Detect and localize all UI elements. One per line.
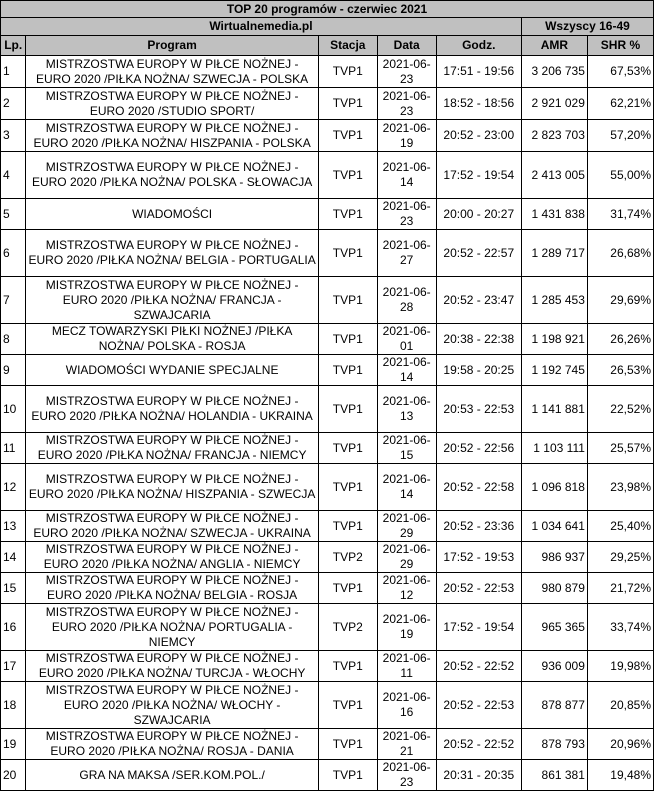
cell-stacja: TVP1 [318,464,377,511]
cell-lp: 13 [1,511,26,542]
cell-data: 2021-06-14 [377,355,436,386]
cell-lp: 19 [1,729,26,760]
cell-lp: 8 [1,324,26,355]
cell-lp: 16 [1,604,26,651]
cell-program: MISTRZOSTWA EUROPY W PIŁCE NOŻNEJ - EURO 2020 /STUDIO SPORT/ [26,88,318,120]
cell-program: MISTRZOSTWA EUROPY W PIŁCE NOŻNEJ - EURO 2020 /PIŁKA NOŻNA/ FRANCJA - NIEMCY [26,433,318,464]
cell-lp: 3 [1,120,26,152]
cell-shr: 67,53% [587,56,653,88]
cell-amr: 986 937 [521,542,587,573]
cell-program: MISTRZOSTWA EUROPY W PIŁCE NOŻNEJ - EURO 2020 /PIŁKA NOŻNA/ WŁOCHY - SZWAJCARIA [26,682,318,729]
cell-shr: 29,25% [587,542,653,573]
cell-data: 2021-06-23 [377,56,436,88]
cell-lp: 1 [1,56,26,88]
cell-program: MISTRZOSTWA EUROPY W PIŁCE NOŻNEJ - EURO 2020 /PIŁKA NOŻNA/ SZWECJA - UKRAINA [26,511,318,542]
cell-data: 2021-06-19 [377,120,436,152]
cell-program: MISTRZOSTWA EUROPY W PIŁCE NOŻNEJ - EURO 2020 /PIŁKA NOŻNA/ ANGLIA - NIEMCY [26,542,318,573]
cell-lp: 7 [1,277,26,324]
cell-lp: 17 [1,651,26,682]
table-row [1,88,654,120]
cell-godz: 20:52 - 22:53 [436,682,521,729]
cell-lp: 15 [1,573,26,604]
cell-amr: 936 009 [521,651,587,682]
cell-amr: 1 141 881 [521,386,587,433]
cell-amr: 1 198 921 [521,324,587,355]
table-row [1,152,654,199]
cell-shr: 20,96% [587,729,653,760]
cell-shr: 26,68% [587,230,653,277]
cell-data: 2021-06-14 [377,152,436,199]
cell-lp: 20 [1,760,26,791]
cell-godz: 20:53 - 22:53 [436,386,521,433]
cell-shr: 26,26% [587,324,653,355]
cell-lp: 6 [1,230,26,277]
cell-data: 2021-06-11 [377,651,436,682]
col-header-godz: Godz. [436,36,521,56]
cell-program: MISTRZOSTWA EUROPY W PIŁCE NOŻNEJ - EURO 2020 /PIŁKA NOŻNA/ SZWECJA - POLSKA [26,56,318,88]
table-row [1,573,654,604]
cell-amr: 3 206 735 [521,56,587,88]
cell-shr: 31,74% [587,199,653,230]
cell-godz: 20:52 - 22:52 [436,651,521,682]
column-header-row [1,36,654,56]
cell-amr: 1 192 745 [521,355,587,386]
cell-data: 2021-06-19 [377,604,436,651]
cell-amr: 1 285 453 [521,277,587,324]
cell-shr: 33,74% [587,604,653,651]
cell-data: 2021-06-28 [377,277,436,324]
table-row [1,604,654,651]
col-header-stacja: Stacja [318,36,377,56]
cell-stacja: TVP2 [318,604,377,651]
cell-godz: 20:52 - 22:57 [436,230,521,277]
table-row [1,324,654,355]
cell-amr: 1 034 641 [521,511,587,542]
cell-stacja: TVP1 [318,88,377,120]
cell-shr: 25,40% [587,511,653,542]
cell-program: GRA NA MAKSA /SER.KOM.POL./ [26,760,318,791]
cell-lp: 18 [1,682,26,729]
table-row [1,760,654,791]
cell-amr: 2 823 703 [521,120,587,152]
cell-data: 2021-06-21 [377,729,436,760]
cell-amr: 878 793 [521,729,587,760]
table-row [1,230,654,277]
cell-data: 2021-06-23 [377,88,436,120]
cell-data: 2021-06-27 [377,230,436,277]
table-row [1,682,654,729]
col-header-shr: SHR % [587,36,653,56]
cell-godz: 20:52 - 22:58 [436,464,521,511]
col-header-data: Data [377,36,436,56]
cell-stacja: TVP1 [318,355,377,386]
cell-stacja: TVP1 [318,729,377,760]
cell-shr: 22,52% [587,386,653,433]
cell-godz: 20:52 - 22:52 [436,729,521,760]
cell-shr: 19,48% [587,760,653,791]
table-row [1,651,654,682]
cell-shr: 21,72% [587,573,653,604]
cell-stacja: TVP1 [318,277,377,324]
cell-data: 2021-06-29 [377,511,436,542]
cell-amr: 878 877 [521,682,587,729]
cell-godz: 18:52 - 18:56 [436,88,521,120]
cell-godz: 17:52 - 19:53 [436,542,521,573]
table-row [1,56,654,88]
cell-lp: 12 [1,464,26,511]
table-row [1,355,654,386]
cell-stacja: TVP1 [318,152,377,199]
cell-shr: 19,98% [587,651,653,682]
cell-program: MISTRZOSTWA EUROPY W PIŁCE NOŻNEJ - EURO 2020 /PIŁKA NOŻNA/ POLSKA - SŁOWACJA [26,152,318,199]
cell-godz: 20:38 - 22:38 [436,324,521,355]
table-row [1,433,654,464]
cell-data: 2021-06-12 [377,573,436,604]
cell-stacja: TVP1 [318,324,377,355]
cell-data: 2021-06-29 [377,542,436,573]
cell-shr: 62,21% [587,88,653,120]
cell-data: 2021-06-15 [377,433,436,464]
cell-godz: 20:52 - 23:36 [436,511,521,542]
cell-program: MISTRZOSTWA EUROPY W PIŁCE NOŻNEJ - EURO 2020 /PIŁKA NOŻNA/ TURCJA - WŁOCHY [26,651,318,682]
cell-amr: 1 096 818 [521,464,587,511]
cell-program: MISTRZOSTWA EUROPY W PIŁCE NOŻNEJ - EURO 2020 /PIŁKA NOŻNA/ HISZPANIA - SZWECJA [26,464,318,511]
cell-program: MISTRZOSTWA EUROPY W PIŁCE NOŻNEJ - EURO 2020 /PIŁKA NOŻNA/ ROSJA - DANIA [26,729,318,760]
table-row [1,729,654,760]
cell-lp: 11 [1,433,26,464]
cell-program: WIADOMOŚCI WYDANIE SPECJALNE [26,355,318,386]
cell-stacja: TVP1 [318,511,377,542]
col-header-program: Program [26,36,318,56]
cell-program: MISTRZOSTWA EUROPY W PIŁCE NOŻNEJ - EURO 2020 /PIŁKA NOŻNA/ FRANCJA - SZWAJCARIA [26,277,318,324]
cell-godz: 17:52 - 19:54 [436,152,521,199]
cell-stacja: TVP1 [318,651,377,682]
cell-amr: 2 413 005 [521,152,587,199]
cell-godz: 17:51 - 19:56 [436,56,521,88]
cell-stacja: TVP1 [318,682,377,729]
cell-program: MISTRZOSTWA EUROPY W PIŁCE NOŻNEJ - EURO 2020 /PIŁKA NOŻNA/ BELGIA - ROSJA [26,573,318,604]
cell-data: 2021-06-16 [377,682,436,729]
cell-godz: 20:52 - 23:47 [436,277,521,324]
cell-stacja: TVP1 [318,230,377,277]
cell-data: 2021-06-01 [377,324,436,355]
cell-amr: 1 289 717 [521,230,587,277]
cell-stacja: TVP1 [318,56,377,88]
cell-shr: 55,00% [587,152,653,199]
cell-amr: 980 879 [521,573,587,604]
cell-godz: 19:58 - 20:25 [436,355,521,386]
group-label: Wszyscy 16-49 [521,18,653,36]
cell-program: MISTRZOSTWA EUROPY W PIŁCE NOŻNEJ - EURO 2020 /PIŁKA NOŻNA/ HOLANDIA - UKRAINA [26,386,318,433]
cell-godz: 20:52 - 22:56 [436,433,521,464]
cell-data: 2021-06-13 [377,386,436,433]
cell-shr: 29,69% [587,277,653,324]
table-row [1,277,654,324]
cell-amr: 1 431 838 [521,199,587,230]
source-label: Wirtualnemedia.pl [1,18,522,36]
cell-amr: 965 365 [521,604,587,651]
cell-lp: 9 [1,355,26,386]
cell-godz: 20:00 - 20:27 [436,199,521,230]
cell-stacja: TVP1 [318,760,377,791]
table-row [1,120,654,152]
table-row [1,542,654,573]
cell-stacja: TVP2 [318,542,377,573]
cell-stacja: TVP1 [318,199,377,230]
table-row [1,199,654,230]
cell-lp: 4 [1,152,26,199]
cell-data: 2021-06-23 [377,199,436,230]
cell-program: MISTRZOSTWA EUROPY W PIŁCE NOŻNEJ - EURO 2020 /PIŁKA NOŻNA/ HISZPANIA - POLSKA [26,120,318,152]
cell-godz: 20:31 - 20:35 [436,760,521,791]
cell-godz: 17:52 - 19:54 [436,604,521,651]
cell-lp: 10 [1,386,26,433]
cell-shr: 23,98% [587,464,653,511]
cell-data: 2021-06-14 [377,464,436,511]
cell-shr: 25,57% [587,433,653,464]
cell-godz: 20:52 - 23:00 [436,120,521,152]
cell-stacja: TVP1 [318,386,377,433]
cell-stacja: TVP1 [318,573,377,604]
cell-program: MISTRZOSTWA EUROPY W PIŁCE NOŻNEJ - EURO 2020 /PIŁKA NOŻNA/ BELGIA - PORTUGALIA [26,230,318,277]
cell-stacja: TVP1 [318,433,377,464]
cell-program: WIADOMOŚCI [26,199,318,230]
cell-shr: 20,85% [587,682,653,729]
cell-shr: 57,20% [587,120,653,152]
cell-stacja: TVP1 [318,120,377,152]
cell-lp: 5 [1,199,26,230]
table-row [1,386,654,433]
cell-amr: 861 381 [521,760,587,791]
col-header-lp: Lp. [1,36,26,56]
cell-data: 2021-06-23 [377,760,436,791]
table-row [1,511,654,542]
cell-lp: 14 [1,542,26,573]
cell-program: MISTRZOSTWA EUROPY W PIŁCE NOŻNEJ - EURO 2020 /PIŁKA NOŻNA/ PORTUGALIA - NIEMCY [26,604,318,651]
cell-program: MECZ TOWARZYSKI PIŁKI NOŻNEJ /PIŁKA NOŻNA/ POLSKA - ROSJA [26,324,318,355]
col-header-amr: AMR [521,36,587,56]
table-row [1,464,654,511]
cell-amr: 2 921 029 [521,88,587,120]
table-title: TOP 20 programów - czerwiec 2021 [1,1,654,18]
cell-shr: 26,53% [587,355,653,386]
cell-amr: 1 103 111 [521,433,587,464]
cell-godz: 20:52 - 22:53 [436,573,521,604]
cell-lp: 2 [1,88,26,120]
